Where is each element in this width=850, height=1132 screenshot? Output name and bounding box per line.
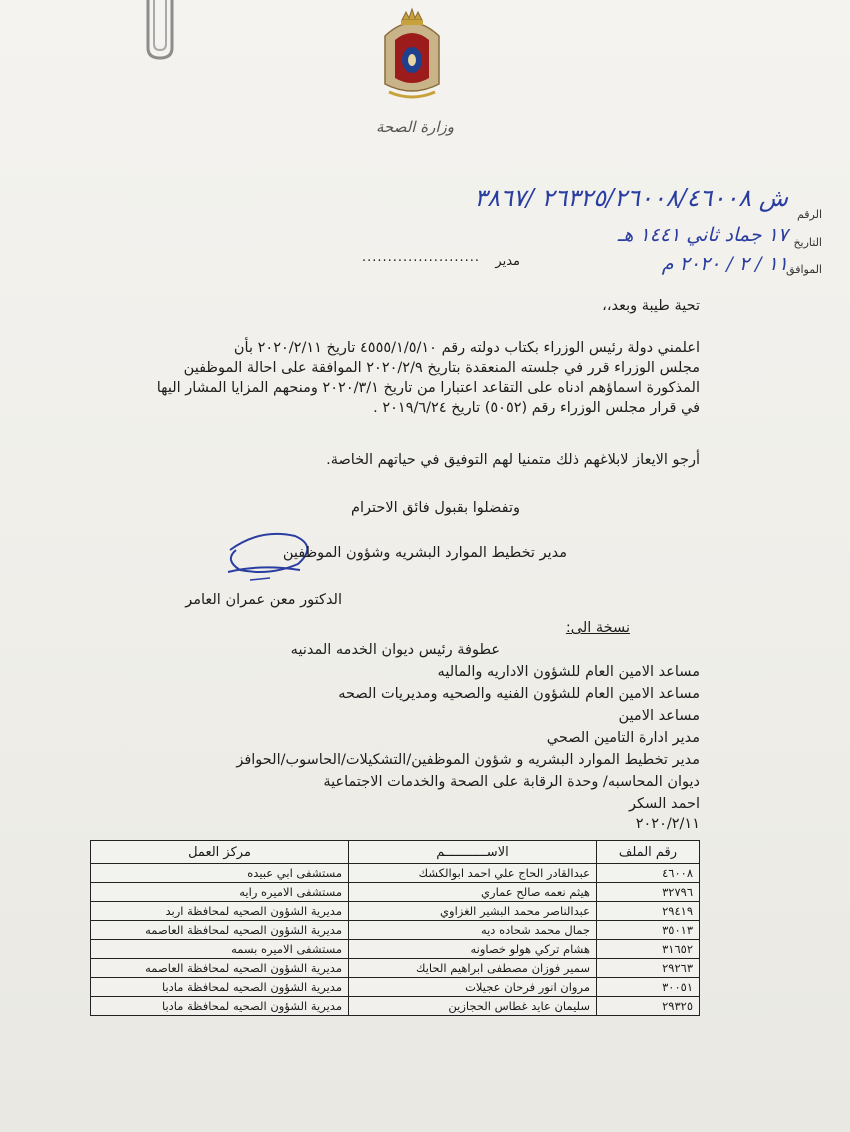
cell-name: جمال محمد شحاده ديه xyxy=(349,921,597,940)
table-row xyxy=(91,883,700,902)
header-name: الاســـــــــــم xyxy=(349,841,597,864)
closing: وتفضلوا بقبول فائق الاحترام xyxy=(351,500,520,516)
cc-item: ٢٠٢٠/٢/١١ xyxy=(635,816,700,832)
cell-file-no: ٣١٦٥٢ xyxy=(597,940,700,959)
equiv-label: الموافق xyxy=(786,263,822,276)
cell-workplace: مستشفى ابي عبيده xyxy=(91,864,349,883)
date-value: ١٧ جماد ثاني ١٤٤١ هـ xyxy=(617,224,788,246)
paragraph-line-2: مجلس الوزراء قرر في جلسته المنعقدة بتاريخ ٢٠٢٠/٢/٩ الموافقة على احالة الموظفين xyxy=(183,360,700,376)
coat-of-arms-icon xyxy=(375,6,449,104)
cell-name: عبدالناصر محمد البشير الغزاوي xyxy=(349,902,597,921)
cc-item: مساعد الامين العام للشؤون الفنيه والصحيه ومديريات الصحه xyxy=(338,686,700,702)
ministry-name: وزارة الصحة xyxy=(376,118,454,136)
cell-workplace: مستشفى الاميره رايه xyxy=(91,883,349,902)
table-row xyxy=(91,959,700,978)
cell-name: مروان انور فرحان عجيلات xyxy=(349,978,597,997)
cc-item: مدير تخطيط الموارد البشريه و شؤون الموظفين/التشكيلات/الحاسوب/الحوافز xyxy=(236,752,700,768)
signer-name: الدكتور معن عمران العامر xyxy=(185,592,342,608)
equiv-value: ١١ / ٢ / ٢٠٢٠ م xyxy=(661,253,788,275)
cell-file-no: ٢٩٢٦٣ xyxy=(597,959,700,978)
cell-file-no: ٤٦٠٠٨ xyxy=(597,864,700,883)
cell-file-no: ٢٩٤١٩ xyxy=(597,902,700,921)
cell-name: سمير فوزان مصطفى ابراهيم الحايك xyxy=(349,959,597,978)
cell-workplace: مديرية الشؤون الصحيه لمحافظة العاصمه xyxy=(91,921,349,940)
cell-workplace: مديرية الشؤون الصحيه لمحافظة مادبا xyxy=(91,978,349,997)
table-row xyxy=(91,902,700,921)
employees-table xyxy=(90,840,700,1016)
ref-label: الرقم xyxy=(796,208,822,221)
cell-file-no: ٢٩٣٢٥ xyxy=(597,997,700,1016)
cell-name: سليمان عايد غطاس الحجازين xyxy=(349,997,597,1016)
table-row xyxy=(91,940,700,959)
cc-item: مساعد الامين xyxy=(618,708,700,724)
cell-file-no: ٣٥٠١٣ xyxy=(597,921,700,940)
cell-workplace: مديرية الشؤون الصحيه لمحافظة اربد xyxy=(91,902,349,921)
cell-file-no: ٣٠٠٥١ xyxy=(597,978,700,997)
cc-item: ديوان المحاسبه/ وحدة الرقابة على الصحة والخدمات الاجتماعية xyxy=(323,774,700,790)
cell-workplace: مستشفى الاميره بسمه xyxy=(91,940,349,959)
date-label: التاريخ xyxy=(793,236,822,249)
signer-title: مدير تخطيط الموارد البشريه وشؤون الموظفين xyxy=(282,545,567,561)
paper-clip-icon xyxy=(140,0,180,62)
cell-workplace: مديرية الشؤون الصحيه لمحافظة مادبا xyxy=(91,997,349,1016)
header-file-no: رقم الملف xyxy=(597,841,700,864)
cc-item: مدير ادارة التامين الصحي xyxy=(546,730,700,746)
cc-item: احمد السكر xyxy=(629,796,700,812)
paragraph-line-4: في قرار مجلس الوزراء رقم (٥٠٥٢) تاريخ ٢٠١٩/٦/٢٤ . xyxy=(373,400,700,416)
cc-title: نسخة الى: xyxy=(565,620,630,636)
table-header-row xyxy=(91,841,700,864)
director-label: مدير xyxy=(495,254,520,269)
paragraph-line-1: اعلمني دولة رئيس الوزراء بكتاب دولته رقم ٤٥٥٥/١/٥/١٠ تاريخ ٢٠٢٠/٢/١١ بأن xyxy=(233,340,700,356)
table-row xyxy=(91,978,700,997)
ref-value: ش ٢٦٣٢٥/٢٦٠٠٨/٤٦٠٠٨ /٣٨٦٧ xyxy=(474,184,788,212)
table-row xyxy=(91,864,700,883)
cc-item: مساعد الامين العام للشؤون الاداريه والماليه xyxy=(437,664,700,680)
cell-name: عبدالقادر الحاج علي احمد ابوالكشك xyxy=(349,864,597,883)
cell-name: هيثم نعمه صالح عماري xyxy=(349,883,597,902)
cell-name: هشام تركي هولو خصاونه xyxy=(349,940,597,959)
greeting: تحية طيبة وبعد،، xyxy=(602,298,700,314)
cell-workplace: مديرية الشؤون الصحيه لمحافظة العاصمه xyxy=(91,959,349,978)
table-row xyxy=(91,997,700,1016)
cell-file-no: ٣٢٧٩٦ xyxy=(597,883,700,902)
table-row xyxy=(91,921,700,940)
director-dots: ....................... xyxy=(361,250,480,265)
paragraph-2: أرجو الايعاز لابلاغهم ذلك متمنيا لهم التوفيق في حياتهم الخاصة. xyxy=(326,452,700,468)
cc-item: عطوفة رئيس ديوان الخدمه المدنيه xyxy=(290,642,500,658)
paragraph-line-3: المذكورة اسماؤهم ادناه على التقاعد اعتبارا من تاريخ ٢٠٢٠/٣/١ ومنحهم المزايا المشار اليها xyxy=(156,380,700,396)
header-workplace: مركز العمل xyxy=(91,841,349,864)
